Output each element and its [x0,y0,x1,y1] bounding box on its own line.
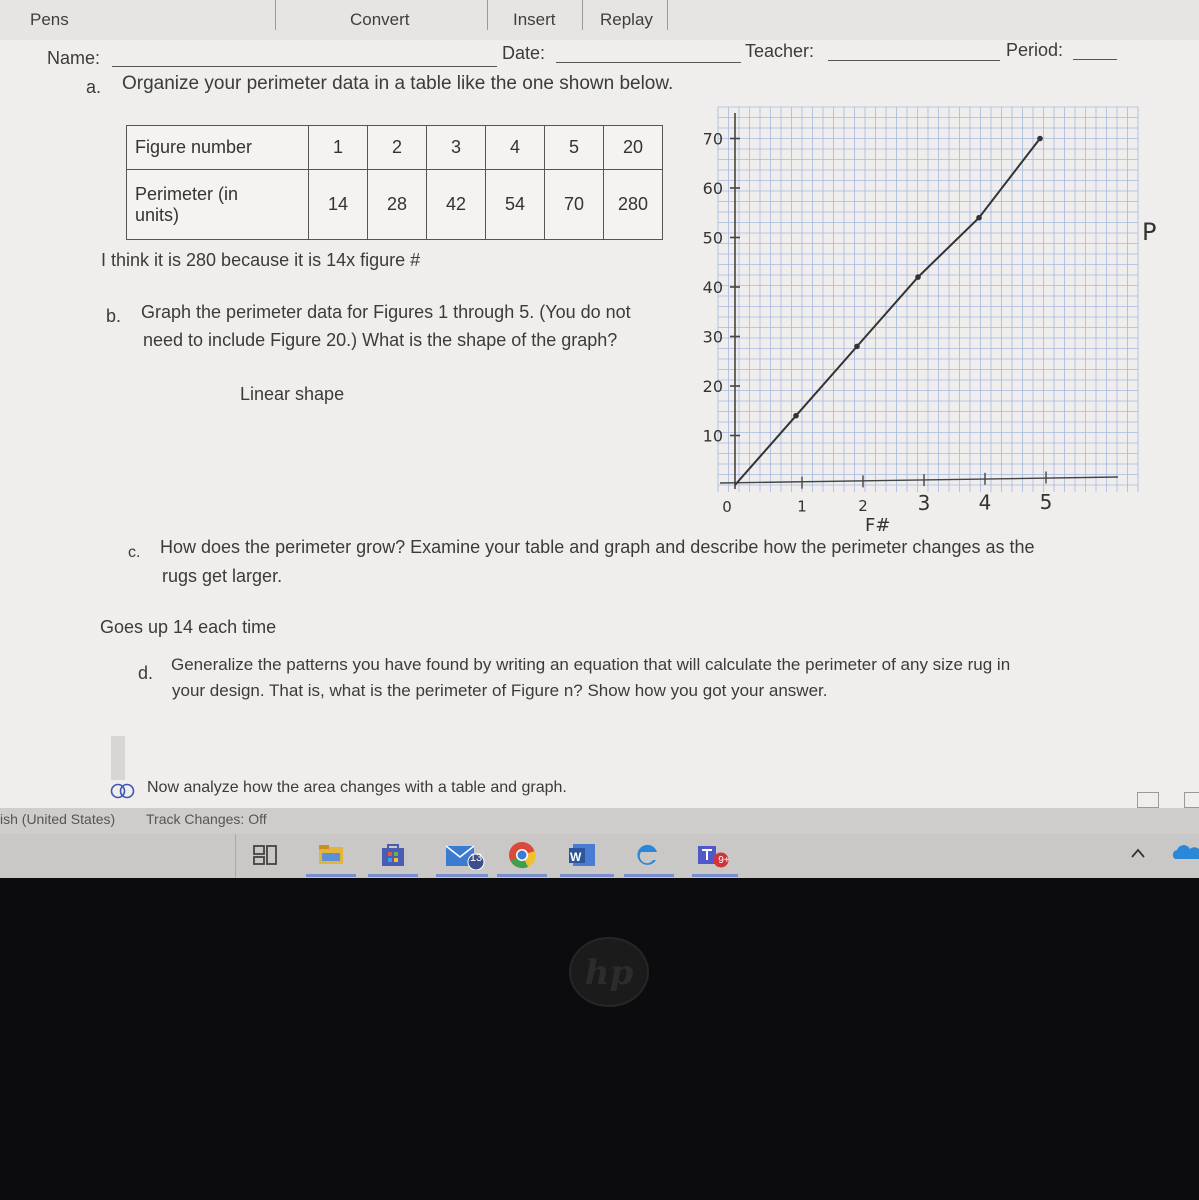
perimeter-graph [660,95,1190,535]
date-label: Date: [502,43,546,63]
question-a-letter: a. [86,77,102,97]
ribbon-convert[interactable]: Convert [350,10,410,29]
x-axis-label: F# [865,515,891,535]
table-cell: 14 [309,170,368,240]
period-label: Period: [1006,40,1064,60]
x-tick-label: 0 [722,498,732,516]
y-tick-label: 30 [702,327,723,347]
answer-b-text[interactable]: Linear shape [240,384,345,404]
answer-a-text[interactable]: I think it is 280 because it is 14x figure # [101,250,421,270]
table-cell: 42 [427,170,486,240]
date-blank [556,62,741,63]
question-b-line1: Graph the perimeter data for Figures 1 through 5. (You do not [141,302,631,322]
y-tick-label: 50 [702,228,723,248]
teacher-blank [828,60,1000,61]
taskbar [0,834,1199,878]
edge-icon[interactable] [632,840,662,870]
question-d-line2: your design. That is, what is the perimeter of Figure n? Show how you got your answer. [172,681,828,700]
teacher-label: Teacher: [745,41,815,61]
table-cell: 1 [309,126,368,170]
ribbon-replay[interactable]: Replay [600,10,653,29]
y-tick-label: 40 [702,278,723,297]
taskbar-active-indicator [306,874,356,877]
ribbon-divider [275,0,276,30]
footer-text: Now analyze how the area changes with a table and graph. [147,779,567,796]
taskbar-active-indicator [624,874,674,877]
table-cell: 54 [486,170,545,240]
hp-logo-text: hp [584,953,634,993]
table-cell: 70 [545,170,604,240]
perimeter-table [126,125,663,240]
ribbon-divider [487,0,488,30]
text-cursor-bar [111,736,125,780]
x-tick-label: 2 [858,496,868,515]
perimeter-label-line1: Perimeter (in [135,183,239,204]
y-tick-label: 70 [702,129,723,149]
table-cell: 5 [545,126,604,170]
question-c-line2: rugs get larger. [162,566,283,586]
question-c-line1: How does the perimeter grow? Examine your table and graph and describe how the perimeter changes as the [160,537,1035,557]
taskbar-active-indicator [497,874,547,877]
table-cell: 20 [604,126,663,170]
ribbon-divider [582,0,583,30]
table-header-perimeter [127,170,309,240]
table-cell: 2 [368,126,427,170]
ribbon-pens[interactable]: Pens [30,10,69,29]
question-a-text: Organize your perimeter data in a table like the one shown below. [122,73,674,94]
question-d-line1: Generalize the patterns you have found by writing an equation that will calculate the perimeter of any size rug in [171,655,1011,674]
store-icon[interactable] [378,840,408,870]
word-icon-letter: W [570,850,582,864]
question-b-line2: need to include Figure 20.) What is the shape of the graph? [143,330,618,350]
data-point [793,413,799,419]
task-view-icon[interactable] [250,840,280,870]
x-tick-label: 4 [978,490,992,515]
question-c-letter: c. [128,544,141,561]
perimeter-label-line2: units) [135,204,180,225]
data-point [976,215,982,221]
table-cell: 280 [604,170,663,240]
y-tick-label: 60 [702,179,723,198]
table-cell: 4 [486,126,545,170]
name-label: Name: [47,48,101,68]
chevron-up-icon[interactable] [1130,846,1146,860]
data-point [915,274,921,280]
data-point [1037,136,1043,142]
answer-c-text[interactable]: Goes up 14 each time [100,617,277,637]
ribbon-toolbar [0,0,1199,40]
taskbar-active-indicator [692,874,738,877]
taskbar-active-indicator [436,874,488,877]
taskbar-divider [235,834,236,878]
x-tick-label: 1 [797,497,807,516]
taskbar-active-indicator [368,874,418,877]
x-axis-line [720,477,1118,483]
table-cell: 3 [427,126,486,170]
onedrive-cloud-icon[interactable] [1170,844,1199,862]
name-blank [112,66,497,67]
y-tick-label: 10 [702,426,723,446]
teams-badge: 9+ [718,855,730,866]
x-tick-label: 3 [917,491,931,516]
file-explorer-icon[interactable] [316,840,346,870]
status-bar [0,808,1199,834]
mail-badge: 13 [469,852,483,864]
ribbon-divider [667,0,668,30]
x-tick-label: 5 [1039,490,1053,514]
period-blank [1073,59,1117,60]
y-axis-label: P [1142,218,1157,246]
chrome-icon[interactable] [507,840,537,870]
view-icon[interactable] [1137,792,1159,808]
data-point [854,344,860,350]
ribbon-insert[interactable]: Insert [513,10,556,29]
loop-icon[interactable] [108,782,138,800]
status-language[interactable]: ish (United States) [0,811,116,827]
table-header-figure-number: Figure number [127,126,309,170]
table-cell: 28 [368,170,427,240]
taskbar-active-indicator [560,874,614,877]
y-tick-label: 20 [702,377,723,396]
status-track-changes[interactable]: Track Changes: Off [146,811,267,827]
question-b-letter: b. [106,306,122,326]
question-d-letter: d. [138,663,154,683]
view-icon[interactable] [1184,792,1199,808]
hp-logo [568,936,650,1008]
